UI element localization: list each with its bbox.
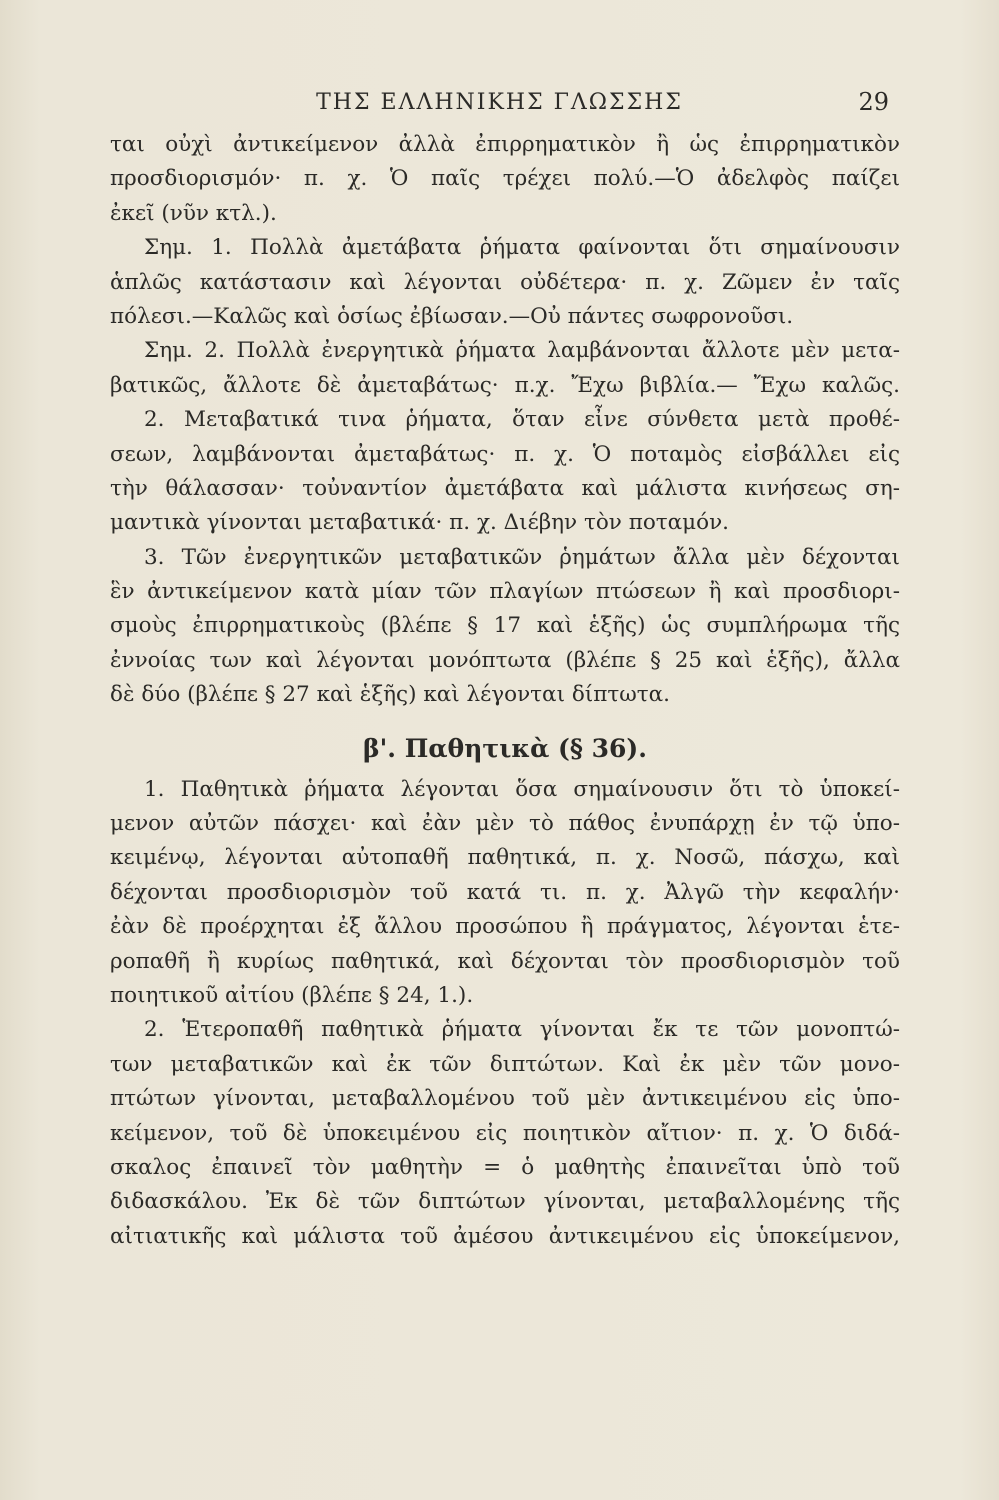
text-line: των μεταβατικῶν καὶ ἐκ τῶν διπτώτων. Καὶ ἐκ μὲν τῶν μονο- (110, 1051, 900, 1077)
text-line: ροπαθῆ ἢ κυρίως παθητικά, καὶ δέχονται τὸν προσδιορισμὸν τοῦ (110, 948, 900, 974)
text-line: ἐκεῖ (νῦν κτλ.). (110, 200, 277, 226)
text-line: μενον αὐτῶν πάσχει· καὶ ἐὰν μὲν τὸ πάθος ἐνυπάρχῃ ἐν τῷ ὑπο- (110, 811, 900, 837)
text-line: προσδιορισμόν· π. χ. Ὁ παῖς τρέχει πολύ.—Ὁ ἀδελφὸς παίζει (110, 166, 900, 192)
text-line: ἓν ἀντικείμενον κατὰ μίαν τῶν πλαγίων πτώσεων ἢ καὶ προσδιορι- (110, 579, 900, 605)
page-header (110, 90, 889, 130)
text-line: 1. Παθητικὰ ῥήματα λέγονται ὅσα σημαίνουσιν ὅτι τὸ ὑποκεί- (144, 776, 900, 802)
text-line: ται οὐχὶ ἀντικείμενον ἀλλὰ ἐπιρρηματικὸν ἢ ὡς ἐπιρρηματικὸν (110, 132, 900, 157)
text-line: δὲ δύο (βλέπε § 27 καὶ ἑξῆς) καὶ λέγονται δίπτωτα. (110, 682, 671, 708)
text-line: ἐννοίας των καὶ λέγονται μονόπτωτα (βλέπε § 25 καὶ ἑξῆς), ἄλλα (110, 647, 900, 673)
body-text (110, 128, 900, 1254)
text-line: δέχονται προσδιορισμὸν τοῦ κατά τι. π. χ. Ἀλγῶ τὴν κεφαλήν· (110, 879, 900, 905)
text-line: μαντικὰ γίνονται μεταβατικά· π. χ. Διέβην τὸν ποταμόν. (110, 510, 729, 536)
text-line: Σημ. 1. Πολλὰ ἀμετάβατα ῥήματα φαίνονται ὅτι σημαίνουσιν (144, 235, 900, 261)
text-line: βατικῶς, ἄλλοτε δὲ ἀμεταβάτως· π.χ. Ἔχω βιβλία.— Ἔχω καλῶς. (110, 372, 900, 398)
text-line: Σημ. 2. Πολλὰ ἐνεργητικὰ ῥήματα λαμβάνονται ἄλλοτε μὲν μετα- (144, 338, 900, 364)
text-line: σμοὺς ἐπιρρηματικοὺς (βλέπε § 17 καὶ ἑξῆς) ὡς συμπλήρωμα τῆς (110, 613, 900, 639)
text-line: πτώτων γίνονται, μεταβαλλομένου τοῦ μὲν ἀντικειμένου εἰς ὑπο- (110, 1086, 900, 1112)
paragraphs-bottom (110, 773, 900, 1254)
text-line: ἐὰν δὲ προέρχηται ἐξ ἄλλου προσώπου ἢ πράγματος, λέγονται ἑτε- (110, 914, 900, 940)
section-heading: β'. Παθητικὰ (§ 36). (363, 733, 647, 763)
text-line: 2. Μεταβατικά τινα ῥήματα, ὅταν εἶνε σύνθετα μετὰ προθέ- (144, 407, 900, 433)
text-line: αἰτιατικῆς καὶ μάλιστα τοῦ ἀμέσου ἀντικειμένου εἰς ὑποκείμενον, (110, 1223, 900, 1249)
text-line: ποιητικοῦ αἰτίου (βλέπε § 24, 1.). (110, 982, 474, 1008)
text-line: τὴν θάλασσαν· τοὐναντίον ἀμετάβατα καὶ μάλιστα κινήσεως ση- (110, 475, 900, 501)
text-line: πόλεσι.—Καλῶς καὶ ὁσίως ἐβίωσαν.—Οὐ πάντες σωφρονοῦσι. (110, 303, 794, 329)
text-line: ἁπλῶς κατάστασιν καὶ λέγονται οὐδέτερα· π. χ. Ζῶμεν ἐν ταῖς (110, 269, 900, 295)
text-line: διδασκάλου. Ἐκ δὲ τῶν διπτώτων γίνονται, μεταβαλλομένης τῆς (110, 1189, 900, 1215)
text-line: κειμένῳ, λέγονται αὐτοπαθῆ παθητικά, π. χ. Νοσῶ, πάσχω, καὶ (110, 845, 900, 871)
text-line: σκαλος ἐπαινεῖ τὸν μαθητὴν = ὁ μαθητὴς ἐπαινεῖται ὑπὸ τοῦ (110, 1154, 900, 1180)
page-number: 29 (858, 88, 889, 116)
running-title: ΤΗΣ ΕΛΛΗΝΙΚΗΣ ΓΛΩΣΣΗΣ (316, 90, 683, 115)
paragraphs-top (110, 128, 900, 713)
text-line: 3. Τῶν ἐνεργητικῶν μεταβατικῶν ῥημάτων ἄλλα μὲν δέχονται (144, 544, 900, 570)
text-line: σεων, λαμβάνονται ἀμεταβάτως· π. χ. Ὁ ποταμὸς εἰσβάλλει εἰς (110, 441, 900, 467)
text-line: κείμενον, τοῦ δὲ ὑποκειμένου εἰς ποιητικὸν αἴτιον· π. χ. Ὁ διδά- (110, 1120, 900, 1146)
text-line: 2. Ἑτεροπαθῆ παθητικὰ ῥήματα γίνονται ἔκ τε τῶν μονοπτώ- (144, 1017, 900, 1043)
